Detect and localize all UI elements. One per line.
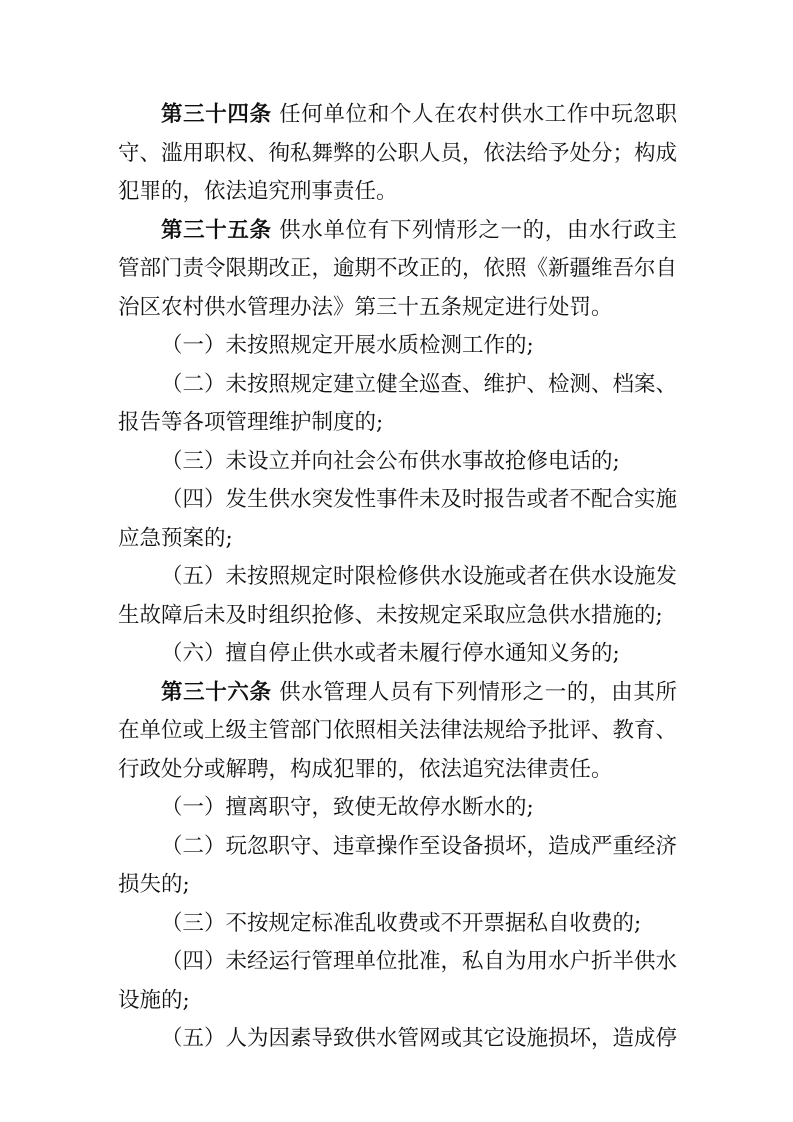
article-heading: 第三十五条 <box>161 217 272 243</box>
article-text: 供水单位有下列情形之一的，由水行政主管部门责令限期改正，逾期不改正的，依照《新疆维吾尔自治区农村供水管理办法》第三十五条规定进行处罚。 <box>118 217 678 320</box>
list-item <box>118 327 677 366</box>
list-item <box>118 905 677 944</box>
list-item <box>118 443 677 482</box>
list-item <box>118 558 677 635</box>
list-item-text: （二）玩忽职守、违章操作至设备损坏，造成严重经济损失的; <box>118 833 678 897</box>
article-34 <box>118 96 677 212</box>
list-item <box>118 366 677 443</box>
article-text: 供水管理人员有下列情形之一的，由其所在单位或上级主管部门依照相关法律法规给予批评、教育、行政处分或解聘，构成犯罪的，依法追究法律责任。 <box>118 679 678 782</box>
list-item-text: （四）未经运行管理单位批准，私自为用水户折半供水设施的; <box>118 949 678 1013</box>
list-item-text: （二）未按照规定建立健全巡查、维护、检测、档案、报告等各项管理维护制度的; <box>118 371 678 435</box>
article-text: 任何单位和个人在农村供水工作中玩忽职守、滥用职权、徇私舞弊的公职人员，依法给予处分；构成犯罪的，依法追究刑事责任。 <box>118 102 678 204</box>
list-item-text: （一）擅离职守，致使无故停水断水的; <box>161 795 534 820</box>
article-heading: 第三十六条 <box>161 679 272 705</box>
list-item-text: （三）不按规定标准乱收费或不开票据私自收费的; <box>161 910 642 936</box>
list-item <box>118 789 677 828</box>
list-item-text: （六）擅自停止供水或者未履行停水通知义务的; <box>161 641 620 666</box>
article-36 <box>118 674 677 790</box>
list-item-text: （一）未按照规定开展水质检测工作的; <box>161 333 534 358</box>
list-item <box>118 828 677 905</box>
list-item-text: （四）发生供水突发性事件未及时报告或者不配合实施应急预案的; <box>118 487 678 551</box>
list-item-text: （五）未按照规定时限检修供水设施或者在供水设施发生故障后未及时组织抢修、未按规定采取应急供水措施的; <box>118 564 678 628</box>
list-item <box>118 1020 677 1059</box>
list-item-text: （五）人为因素导致供水管网或其它设施损坏，造成停 <box>161 1026 678 1051</box>
list-item <box>118 943 677 1020</box>
list-item <box>118 481 677 558</box>
document-body <box>118 96 677 1059</box>
article-heading: 第三十四条 <box>161 102 272 127</box>
article-35 <box>118 212 677 328</box>
list-item <box>118 635 677 674</box>
list-item-text: （三）未设立并向社会公布供水事故抢修电话的; <box>161 448 620 474</box>
